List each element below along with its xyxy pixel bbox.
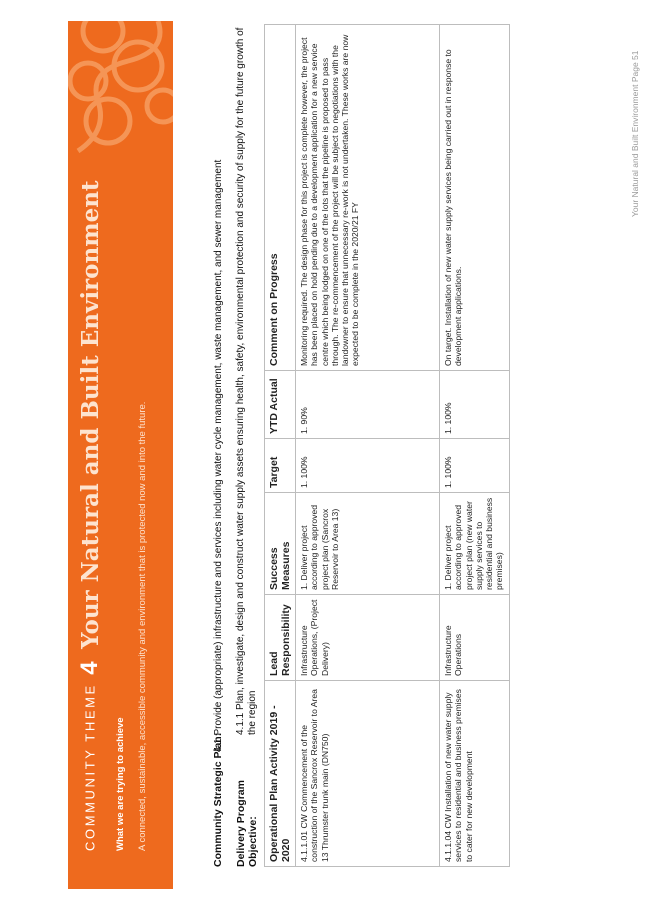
strategic-plan-label: Community Strategic Plan: <box>212 732 224 867</box>
cell-comment: On target. Installation of new water supply services being carried out in response to development applications. <box>440 25 510 371</box>
cell-ytd: 1. 100% <box>440 371 510 439</box>
trying-text: A connected, sustainable, accessible community and environment that is protected now and into the future. <box>137 401 148 851</box>
cell-success: 1. Deliver project according to approved project plan (Sancrox Reservoir to Area 13) <box>296 493 440 595</box>
theme-banner <box>68 21 173 889</box>
trying-heading: What we are trying to achieve <box>115 717 126 851</box>
community-strategic-plan <box>212 160 224 867</box>
theme-label: COMMUNITY THEME <box>82 683 98 851</box>
cell-lead: Infrastructure Operations, (Project Delivery) <box>296 595 440 681</box>
header-success: Success Measures <box>265 493 296 595</box>
cell-comment: Monitoring required. The design phase for this project is complete however, the project has been placed on hold pending due to a development application for a new service centre which being lodged on one of the lots that the pipeline is proposed to pass through. The re-commencement of the project will be subject to negotiations with the landowner to ensure that unnecessary re-work is not undertaken. These works are now expected to be complete in the 2020/21 FY <box>296 25 440 371</box>
page-footer: Your Natural and Built Environment Page 51 <box>630 50 640 217</box>
delivery-objective-label: Delivery Program Objective: <box>235 780 259 867</box>
header-target: Target <box>265 439 296 493</box>
cell-activity: 4.1.1.04 CW Installation of new water supply services to residential and business premises to cater for new development <box>440 681 510 867</box>
cell-target: 1. 100% <box>440 439 510 493</box>
decorative-swirl-icon <box>68 21 173 191</box>
table-row <box>440 25 510 867</box>
theme-heading <box>76 180 104 851</box>
cell-target: 1. 100% <box>296 439 440 493</box>
cell-activity: 4.1.1.01 CW Commencement of the construction of the Sancrox Reservoir to Area 13 Thrumster trunk main (DN750) <box>296 681 440 867</box>
table-header-row <box>265 25 296 867</box>
header-activity: Operational Plan Activity 2019 - 2020 <box>265 681 296 867</box>
header-comment: Comment on Progress <box>265 25 296 371</box>
table-row <box>296 25 440 867</box>
cell-ytd: 1. 90% <box>296 371 440 439</box>
header-ytd: YTD Actual <box>265 371 296 439</box>
delivery-program-objective <box>235 7 259 867</box>
delivery-objective-text: 4.1.1 Plan, investigate, design and construct water supply assets ensuring health, safety, environmental protection and security of supply for the future growth of the region <box>235 27 258 735</box>
cell-success: 1. Deliver project according to approved project plan (new water supply services to residential and business premises) <box>440 493 510 595</box>
operational-plan-table <box>264 24 510 867</box>
cell-lead: Infrastructure Operations <box>440 595 510 681</box>
header-lead: Lead Responsibility <box>265 595 296 681</box>
theme-title: Your Natural and Built Environment <box>76 180 104 649</box>
strategic-plan-text: 4.1 Provide (appropriate) infrastructure and services including water cycle management, waste management, and sewer management <box>213 159 224 753</box>
theme-number: 4 <box>76 661 103 675</box>
